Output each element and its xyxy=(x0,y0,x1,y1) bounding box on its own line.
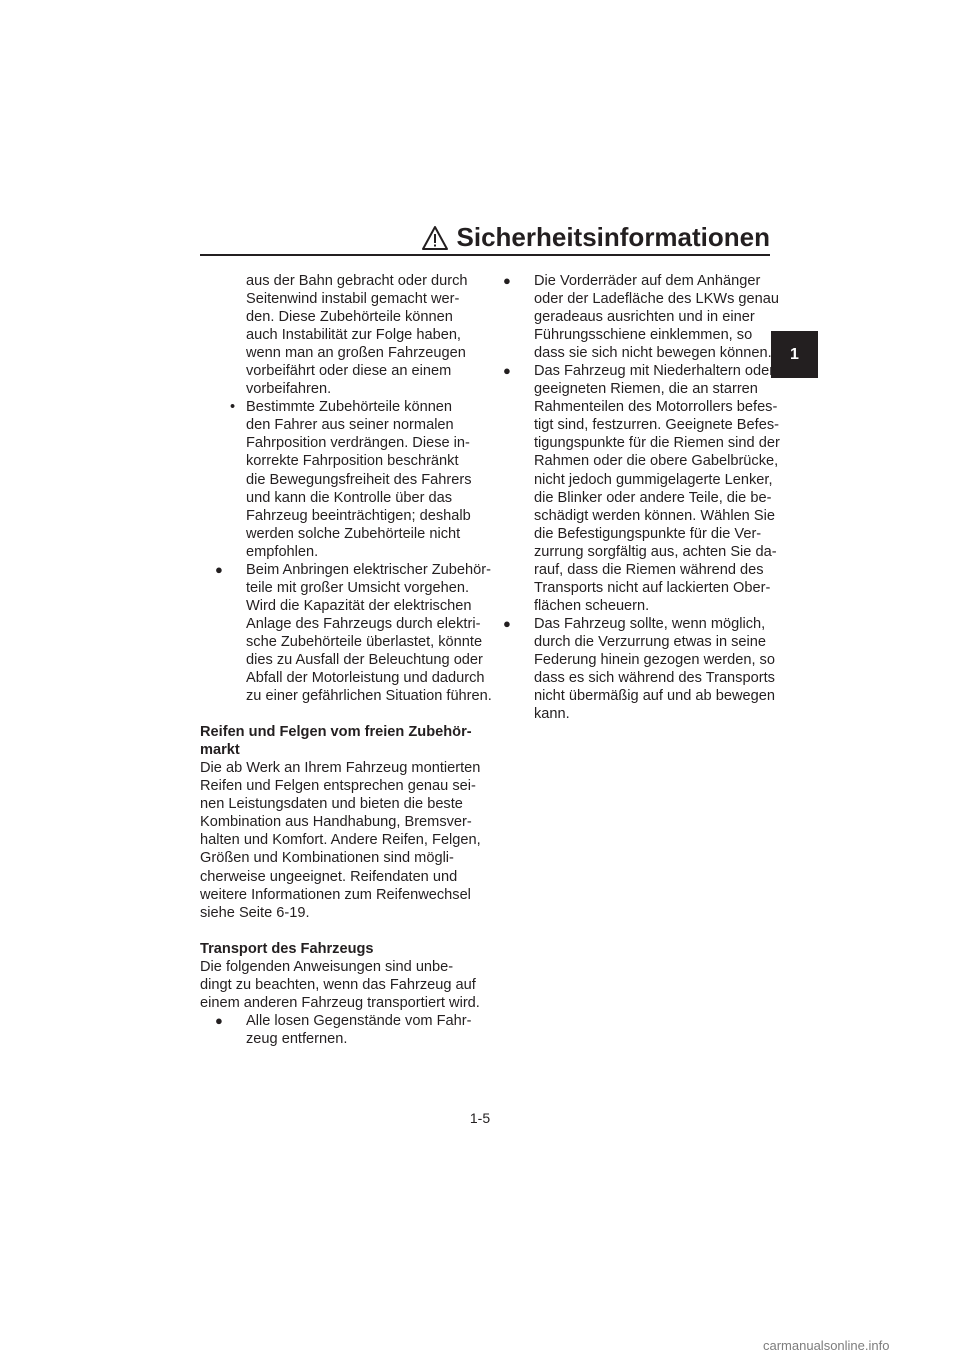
continuation-paragraph xyxy=(200,272,480,398)
text-line: Die folgenden Anweisungen sind unbe- xyxy=(200,958,454,975)
text-line: kann. xyxy=(534,706,570,723)
round-bullet-icon: ● xyxy=(503,615,511,631)
text-line: Größen und Kombinationen sind mögli- xyxy=(200,850,454,867)
text-line: dingt zu beachten, wenn das Fahrzeug auf xyxy=(200,976,476,993)
round-bullet-icon: ● xyxy=(503,273,511,288)
text-line: Rahmenteilen des Motorrollers befes- xyxy=(534,399,778,416)
text-line: rauf, dass die Riemen während des xyxy=(534,561,764,578)
text-line: vorbeifährt oder diese an einem xyxy=(246,363,452,380)
text-line: einem anderen Fahrzeug transportiert wird. xyxy=(200,994,480,1011)
text-line: dass es sich während des Transports xyxy=(534,670,775,687)
round-bullet-icon: ● xyxy=(503,363,511,379)
text-line: Alle losen Gegenstände vom Fahr- xyxy=(246,1012,472,1029)
round-bullet-icon: ● xyxy=(215,1012,223,1028)
list-item-electric-accessories xyxy=(200,561,492,705)
section-tires xyxy=(200,723,480,922)
text-line: Das Fahrzeug mit Niederhaltern oder xyxy=(534,363,775,380)
text-line: tigungspunkte für die Riemen sind der xyxy=(534,435,780,452)
text-line: die Bewegungsfreiheit des Fahrers xyxy=(246,471,472,488)
header-title-group xyxy=(421,222,771,253)
text-line: geeigneten Riemen, die an starren xyxy=(534,381,758,398)
text-line: wenn man an großen Fahrzeugen xyxy=(246,345,466,362)
text-line: Wird die Kapazität der elektrischen xyxy=(246,597,472,614)
page-header xyxy=(200,222,770,256)
text-line: siehe Seite 6-19. xyxy=(200,904,310,921)
section-heading xyxy=(200,723,480,759)
text-line: weitere Informationen zum Reifenwechsel xyxy=(200,886,471,903)
text-line: Fahrposition verdrängen. Diese in- xyxy=(246,435,470,452)
heading-line: Reifen und Felgen vom freien Zubehör- xyxy=(200,724,472,741)
round-bullet-icon: ● xyxy=(215,561,223,577)
text-line: die Blinker oder andere Teile, die be- xyxy=(534,489,772,506)
text-line: schädigt werden können. Wählen Sie xyxy=(534,507,775,524)
text-line: sche Zubehörteile überlastet, könnte xyxy=(246,633,483,650)
text-line: Die ab Werk an Ihrem Fahrzeug montierten xyxy=(200,760,481,777)
text-line: und kann die Kontrolle über das xyxy=(246,489,453,506)
text-line: Beim Anbringen elektrischer Zubehör- xyxy=(246,561,491,578)
header-divider xyxy=(200,254,770,256)
text-line: Seitenwind instabil gemacht wer- xyxy=(246,291,460,308)
warning-triangle-icon xyxy=(421,225,449,251)
dot-bullet-icon: • xyxy=(230,399,236,416)
list-item-tie-down xyxy=(503,362,780,615)
page-title: Sicherheitsinformationen xyxy=(456,222,770,252)
text-line: nicht jedoch gummigelagerte Lenker, xyxy=(534,471,773,488)
text-line: dies zu Ausfall der Beleuchtung oder xyxy=(246,651,483,668)
text-line: Bestimmte Zubehörteile können xyxy=(246,399,453,416)
text-line: geradeaus ausrichten und in einer xyxy=(534,309,755,326)
section-heading: Transport des Fahrzeugs xyxy=(200,940,374,957)
text-line: nen Leistungsdaten und bieten die beste xyxy=(200,796,463,813)
watermark: carmanualsonline.info xyxy=(763,1338,890,1353)
text-line: zeug entfernen. xyxy=(246,1030,348,1047)
text-line: halten und Komfort. Andere Reifen, Felgen, xyxy=(200,832,481,849)
right-column xyxy=(503,272,780,723)
text-line: aus der Bahn gebracht oder durch xyxy=(246,273,468,289)
left-column xyxy=(200,272,492,1048)
text-line: den. Diese Zubehörteile können xyxy=(246,309,453,326)
text-line: dass sie sich nicht bewegen können. xyxy=(534,345,772,362)
list-item-loose-objects xyxy=(200,1012,480,1048)
text-line: Reifen und Felgen entsprechen genau sei- xyxy=(200,778,476,795)
spacer xyxy=(200,705,480,723)
text-line: cherweise ungeeignet. Reifendaten und xyxy=(200,868,458,885)
text-line: Kombination aus Handhabung, Bremsver- xyxy=(200,814,472,831)
text-line: den Fahrer aus seiner normalen xyxy=(246,417,454,434)
list-item-front-wheel xyxy=(503,272,780,362)
text-line: Die Vorderräder auf dem Anhänger xyxy=(534,273,761,289)
page-number: 1-5 xyxy=(469,1110,491,1126)
text-line: oder der Ladefläche des LKWs genau xyxy=(534,291,780,308)
text-line: Federung hinein gezogen werden, so xyxy=(534,651,775,668)
text-line: nicht übermäßig auf und ab bewegen xyxy=(534,688,775,705)
text-line: zu einer gefährlichen Situation führen. xyxy=(246,688,492,705)
text-line: durch die Verzurrung etwas in seine xyxy=(534,633,767,650)
text-line: vorbeifahren. xyxy=(246,381,332,398)
chapter-tab: 1 xyxy=(771,331,818,378)
text-line: Führungsschiene einklemmen, so xyxy=(534,327,753,344)
text-line: auch Instabilität zur Folge haben, xyxy=(246,327,461,344)
text-line: tigt sind, festzurren. Geeignete Befes- xyxy=(534,417,779,434)
spacer xyxy=(200,922,480,940)
text-line: flächen scheuern. xyxy=(534,597,650,614)
section-transport xyxy=(200,940,480,1048)
sub-list-item xyxy=(200,398,480,560)
text-line: zurrung sorgfältig aus, achten Sie da- xyxy=(534,543,777,560)
text-line: Das Fahrzeug sollte, wenn möglich, xyxy=(534,615,766,632)
text-line: empfohlen. xyxy=(246,543,319,560)
text-line: Transports nicht auf lackierten Ober- xyxy=(534,579,771,596)
text-line: werden solche Zubehörteile nicht xyxy=(246,525,461,542)
text-line: korrekte Fahrposition beschränkt xyxy=(246,453,459,470)
list-item-suspension xyxy=(503,615,775,723)
text-line: Anlage des Fahrzeugs durch elektri- xyxy=(246,615,481,632)
text-line: die Befestigungspunkte für die Ver- xyxy=(534,525,762,542)
text-line: teile mit großer Umsicht vorgehen. xyxy=(246,579,470,596)
heading-line: markt xyxy=(200,742,240,759)
text-line: Abfall der Motorleistung und dadurch xyxy=(246,670,485,687)
text-line: Fahrzeug beeinträchtigen; deshalb xyxy=(246,507,471,524)
text-line: Rahmen oder die obere Gabelbrücke, xyxy=(534,453,779,470)
